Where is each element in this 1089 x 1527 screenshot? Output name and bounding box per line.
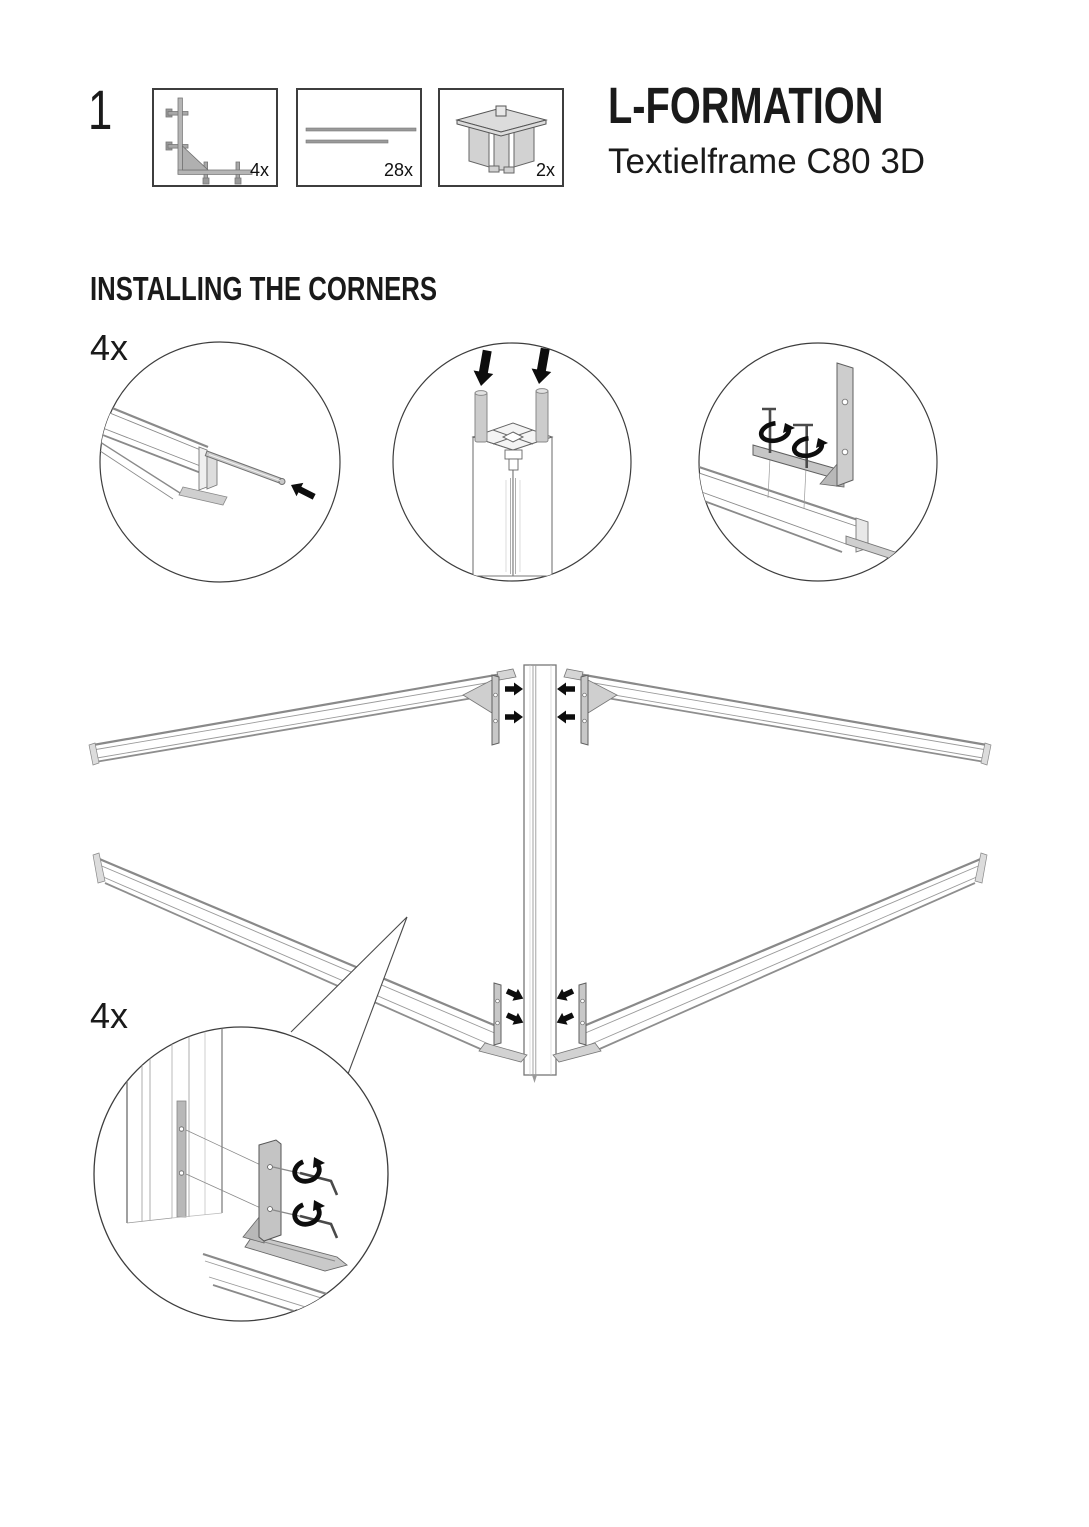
step-number-wrap xyxy=(88,78,119,141)
parts-box-corner-bracket xyxy=(152,88,278,187)
doc-subtitle: Textielframe C80 3D xyxy=(608,142,926,181)
attach-arrow-icon xyxy=(505,711,523,724)
detail-circle-bracket-screws-zoom xyxy=(85,905,425,1330)
attach-arrow-icon xyxy=(504,1009,526,1028)
quantity-label-screws: 4x xyxy=(90,995,129,1036)
top-rail xyxy=(89,669,516,765)
bottom-corner-bracket xyxy=(494,983,501,1045)
parts-box-corner-connector xyxy=(438,88,564,187)
doc-title: L-FORMATION xyxy=(608,77,884,134)
detail-circle-post-top xyxy=(390,340,635,585)
detail-circle-insert-profile xyxy=(95,337,345,587)
detail-circle-bracket-screws xyxy=(696,340,941,585)
section-heading: INSTALLING THE CORNERS xyxy=(90,270,438,307)
parts-box-profiles xyxy=(296,88,422,187)
section-heading-wrap xyxy=(90,270,535,308)
center-post xyxy=(524,665,556,1083)
part-count: 2x xyxy=(535,160,555,180)
quantity-label-corners: 4x xyxy=(90,327,129,368)
attach-arrow-icon xyxy=(505,683,523,696)
part-count: 28x xyxy=(383,160,413,180)
step-number: 1 xyxy=(88,78,113,141)
title-block xyxy=(608,77,961,181)
part-count: 4x xyxy=(249,160,269,180)
attach-arrow-icon xyxy=(504,985,526,1004)
top-corner-bracket xyxy=(463,675,499,745)
